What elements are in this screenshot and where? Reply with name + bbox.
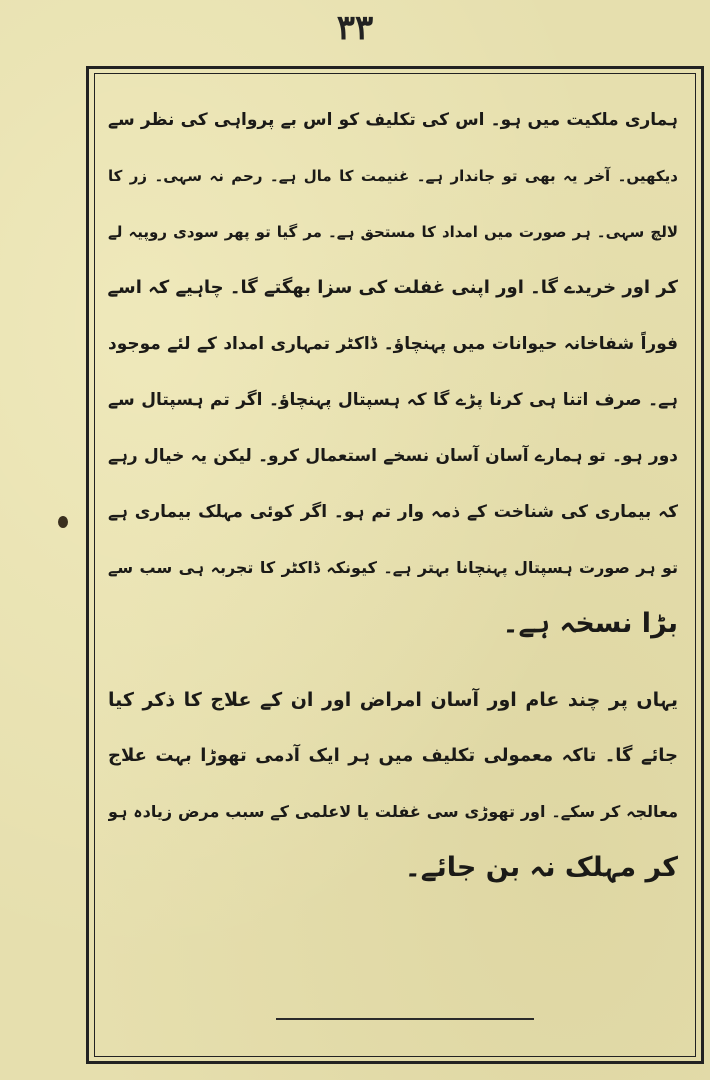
text-line: دور ہو۔ تو ہمارے آسان آسان نسخے استعمال کرو۔ لیکن یہ خیال رہے — [108, 446, 678, 466]
text-line: فوراً شفاخانہ حیوانات میں پہنچاؤ۔ ڈاکٹر تمہاری امداد کے لئے موجود — [108, 334, 678, 354]
text-line: معالجہ کر سکے۔ اور تھوڑی سی غفلت یا لاعلمی کے سبب مرض زیادہ ہو — [108, 802, 678, 821]
text-line: لالچ سہی۔ ہر صورت میں امداد کا مستحق ہے۔ مر گیا تو پھر سودی روپیہ لے — [108, 223, 678, 241]
text-line: تو ہر صورت ہسپتال پہنچانا بہتر ہے۔ کیونکہ ڈاکٹر کا تجربہ ہی سب سے — [108, 558, 678, 577]
paragraph-2 — [108, 672, 678, 896]
text-line: کر اور خریدے گا۔ اور اپنی غفلت کی سزا بھگتے گا۔ چاہیے کہ اسے — [108, 277, 678, 298]
page-number: ۳۳ — [336, 8, 374, 48]
text-line: ہے۔ صرف اتنا ہی کرنا پڑے گا کہ ہسپتال پہنچاؤ۔ اگر تم ہسپتال سے — [108, 390, 678, 410]
text-line: ہماری ملکیت میں ہو۔ اس کی تکلیف کو اس بے پرواہی کی نظر سے — [108, 110, 678, 130]
text-line: دیکھیں۔ آخر یہ بھی تو جاندار ہے۔ غنیمت کا مال ہے۔ رحم نہ سہی۔ زر کا — [108, 167, 678, 185]
paragraph-1 — [108, 92, 678, 652]
text-line: کر مہلک نہ بن جائے۔ — [404, 852, 678, 883]
paragraph-gap — [108, 652, 678, 672]
text-line: جائے گا۔ تاکہ معمولی تکلیف میں ہر ایک آدمی تھوڑا بہت علاج — [108, 745, 678, 766]
text-line: بڑا نسخہ ہے۔ — [502, 608, 678, 639]
ink-spot — [58, 516, 68, 528]
text-line: کہ بیماری کی شناخت کے ذمہ وار تم ہو۔ اگر کوئی مہلک بیماری ہے — [108, 502, 678, 522]
body-text — [108, 92, 678, 896]
footer-rule — [276, 1018, 534, 1020]
text-line: یہاں پر چند عام اور آسان امراض اور ان کے علاج کا ذکر کیا — [108, 689, 678, 711]
